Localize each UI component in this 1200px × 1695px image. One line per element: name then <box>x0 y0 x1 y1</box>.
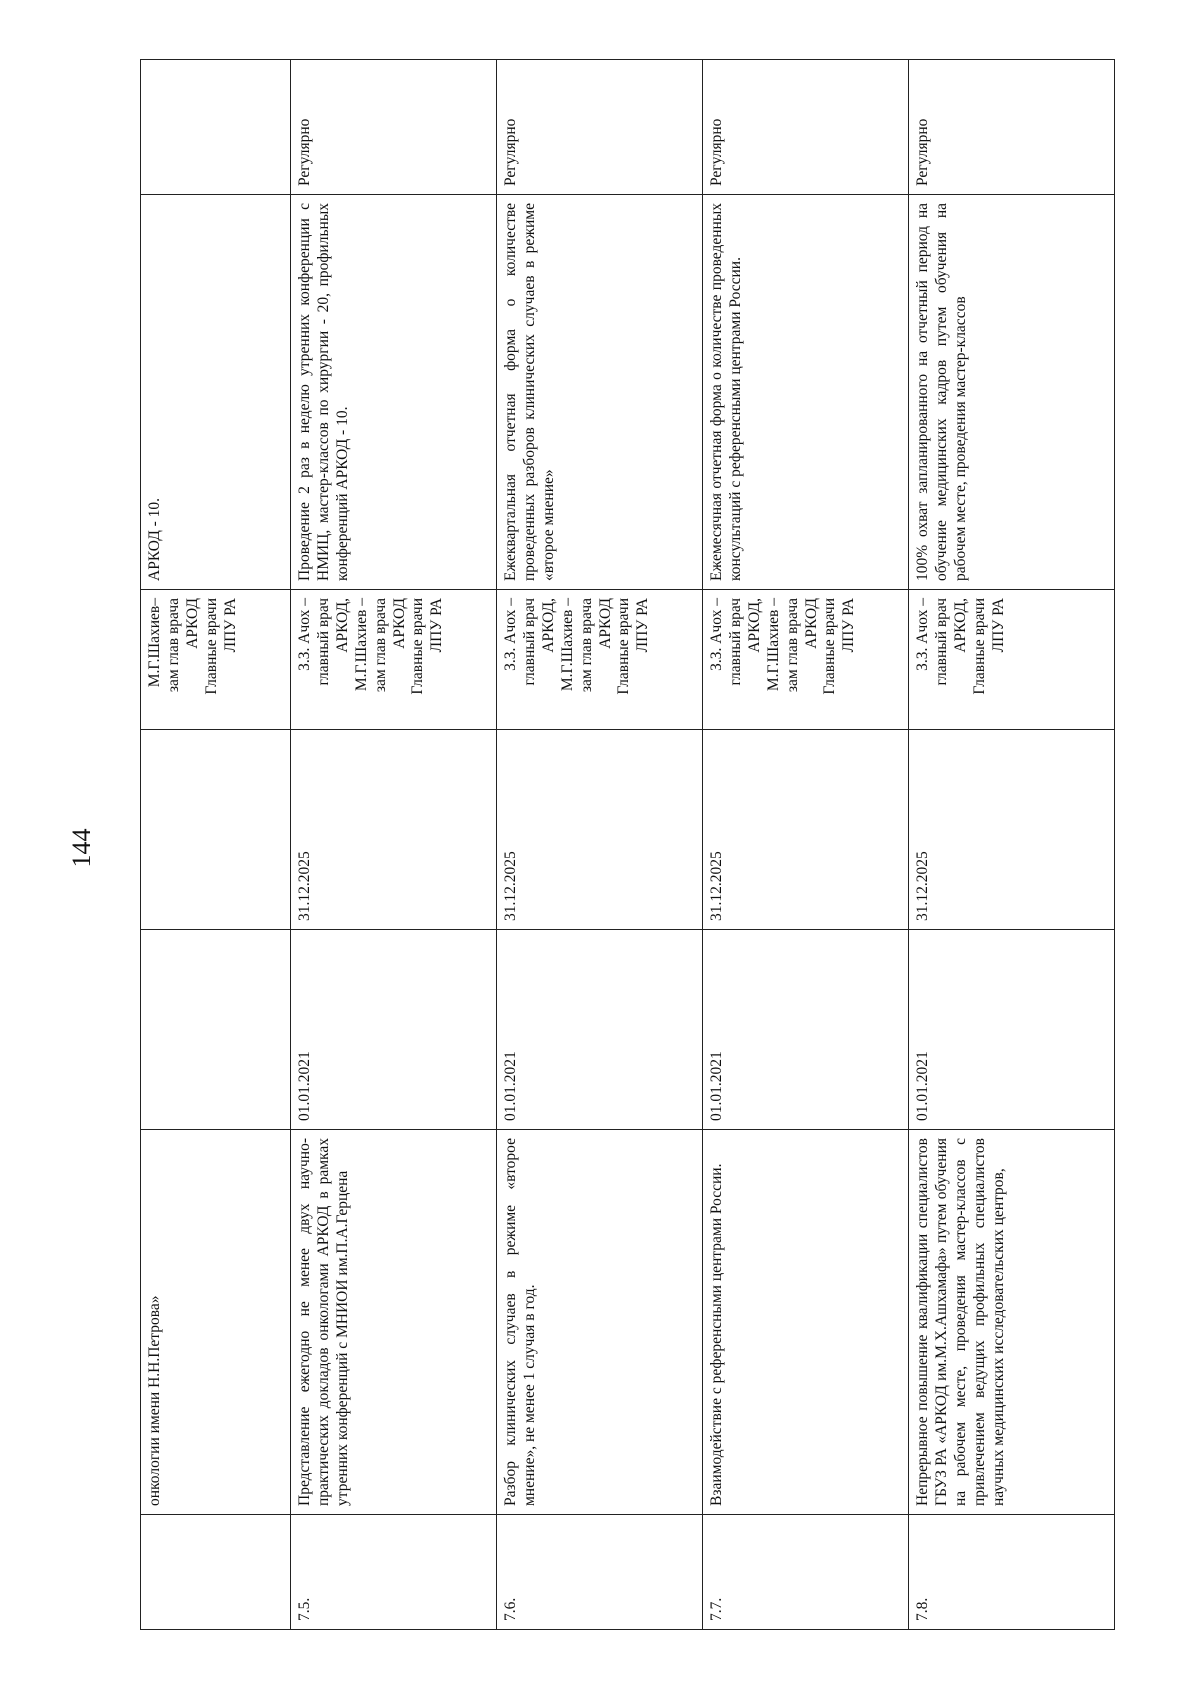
cell-number: 7.6. <box>497 1515 703 1630</box>
table-row <box>141 60 291 1630</box>
cell-result: 100% охват запланированного на отчетный период на обучение медицинских кадров путем обучения на рабочем месте, проведения мастер-классов <box>909 195 1115 590</box>
cell-responsible: З.З. Ачох – главный врач АРКОД, Главные врачи ЛПУ РА <box>909 590 1115 730</box>
page-number: 144 <box>67 828 96 868</box>
cell-number: 7.5. <box>291 1515 497 1630</box>
cell-number: 7.8. <box>909 1515 1115 1630</box>
table-row <box>703 60 909 1630</box>
cell-number <box>141 1515 291 1630</box>
cell-measure: Непрерывное повышение квалификации специалистов ГБУЗ РА «АРКОД им.М.Х.Ашхамафа» путем обучения на рабочем месте, проведения мастер-классов с привлечением ведущих профильных специалистов научных медицинских исследовательских центров, <box>909 1130 1115 1515</box>
cell-result: АРКОД - 10. <box>141 195 291 590</box>
table-row <box>909 60 1115 1630</box>
cell-end-date: 31.12.2025 <box>909 730 1115 930</box>
cell-frequency <box>141 60 291 195</box>
cell-result: Ежемесячная отчетная форма о количестве проведенных консультаций с референсными центрами России. <box>703 195 909 590</box>
plan-table <box>140 60 1007 1630</box>
cell-end-date: 31.12.2025 <box>703 730 909 930</box>
cell-start-date: 01.01.2021 <box>497 930 703 1130</box>
cell-end-date: 31.12.2025 <box>291 730 497 930</box>
table-row <box>497 60 703 1630</box>
cell-frequency: Регулярно <box>703 60 909 195</box>
cell-start-date: 01.01.2021 <box>703 930 909 1130</box>
table-row <box>291 60 497 1630</box>
cell-measure: Представление ежегодно не менее двух научно-практических докладов онкологами АРКОД в рамках утренних конференций с МНИОИ им.П.А.Герцена <box>291 1130 497 1515</box>
cell-start-date: 01.01.2021 <box>291 930 497 1130</box>
cell-responsible: М.Г.Шахиев– зам глав врача АРКОД Главные врачи ЛПУ РА <box>141 590 291 730</box>
cell-responsible: З.З. Ачох – главный врач АРКОД, М.Г.Шахиев – зам глав врача АРКОД Главные врачи ЛПУ РА <box>703 590 909 730</box>
cell-end-date <box>141 730 291 930</box>
cell-responsible: З.З. Ачох – главный врач АРКОД, М.Г.Шахиев – зам глав врача АРКОД Главные врачи ЛПУ РА <box>497 590 703 730</box>
cell-number: 7.7. <box>703 1515 909 1630</box>
cell-start-date <box>141 930 291 1130</box>
cell-result: Проведение 2 раз в неделю утренних конференции с НМИЦ, мастер-классов по хирургии - 20, профильных конференций АРКОД - 10. <box>291 195 497 590</box>
cell-responsible: З.З. Ачох – главный врач АРКОД, М.Г.Шахиев – зам глав врача АРКОД Главные врачи ЛПУ РА <box>291 590 497 730</box>
cell-frequency: Регулярно <box>497 60 703 195</box>
cell-frequency: Регулярно <box>909 60 1115 195</box>
cell-measure: онкологии имени Н.Н.Петрова» <box>141 1130 291 1515</box>
cell-measure: Разбор клинических случаев в режиме «второе мнение», не менее 1 случая в год. <box>497 1130 703 1515</box>
cell-end-date: 31.12.2025 <box>497 730 703 930</box>
cell-result: Ежеквартальная отчетная форма о количестве проведенных разборов клинических случаев в режиме «второе мнение» <box>497 195 703 590</box>
cell-measure: Взаимодействие с референсными центрами России. <box>703 1130 909 1515</box>
cell-frequency: Регулярно <box>291 60 497 195</box>
cell-start-date: 01.01.2021 <box>909 930 1115 1130</box>
